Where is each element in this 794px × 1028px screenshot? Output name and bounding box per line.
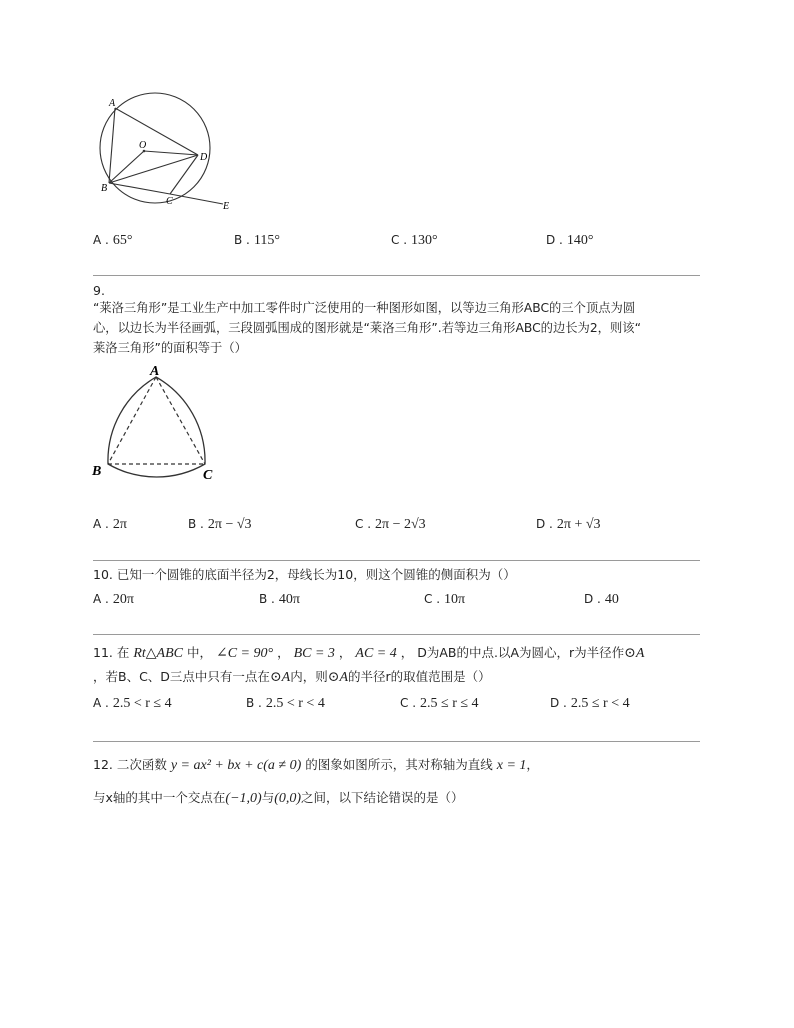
q8-option-c[interactable]: C . 130°: [391, 233, 438, 248]
q9-option-b[interactable]: B . 2π − √3: [188, 517, 252, 532]
q9-text-line-2: 心，以边长为半径画弧，三段圆弧围成的图形就是“莱洛三角形”.若等边三角形ABC的边长为2，则该“: [93, 321, 641, 335]
reuleaux-triangle-figure: [88, 362, 228, 486]
q8-label-o: O: [139, 140, 147, 151]
q12-axis: x = 1: [496, 758, 527, 773]
q11-line-2: ，若B、C、D三点中只有一点在⊙A内，则⊙A的半径r的取值范围是（）: [93, 669, 491, 685]
q11-ac: AC = 4: [355, 646, 397, 661]
q9-text-line-3: 莱洛三角形”的面积等于（）: [93, 341, 247, 355]
q9-option-d[interactable]: D . 2π + √3: [536, 517, 601, 532]
q11-option-b[interactable]: B . 2.5 < r < 4: [246, 696, 325, 711]
q11-rt-triangle: Rt△ABC: [133, 646, 183, 661]
q12-point-1: (−1,0): [225, 791, 262, 806]
q12-point-2: (0,0): [274, 791, 302, 806]
q11-bc: BC = 3: [293, 646, 335, 661]
q8-circle: [100, 93, 210, 203]
q8-label-a: A: [109, 98, 116, 109]
q9-label-b: B: [92, 464, 102, 479]
q8-circle-figure: [90, 92, 240, 214]
q9-label-a: A: [150, 364, 160, 379]
q12-line-1: 12. 二次函数 y = ax² + bx + c(a ≠ 0) 的图象如图所示，其对称轴为直线 x = 1，: [93, 757, 539, 773]
q10-option-c[interactable]: C . 10π: [424, 592, 466, 607]
q8-label-d: D: [200, 152, 208, 163]
divider: [93, 275, 700, 276]
q12-function: y = ax² + bx + c(a ≠ 0): [170, 758, 302, 773]
divider: [93, 741, 700, 742]
q10-option-a[interactable]: A . 20π: [93, 592, 134, 607]
q9-option-c[interactable]: C . 2π − 2√3: [355, 517, 426, 532]
reuleaux-arcs: [108, 377, 205, 477]
q9-label-c: C: [203, 468, 213, 483]
q9-number: 9.: [93, 283, 105, 298]
q8-label-e: E: [223, 201, 230, 212]
q11-option-d[interactable]: D . 2.5 ≤ r < 4: [550, 696, 630, 711]
q10-text: 10. 已知一个圆锥的底面半径为2，母线长为10，则这个圆锥的侧面积为（）: [93, 567, 516, 582]
q8-label-b: B: [101, 183, 108, 194]
q8-option-a[interactable]: A . 65°: [93, 233, 133, 248]
q9-text-line-1: “莱洛三角形”是工业生产中加工零件时广泛使用的一种图形如图，以等边三角形ABC的三个顶点为圆: [93, 301, 636, 315]
divider: [93, 560, 700, 561]
q9-option-a[interactable]: A . 2π: [93, 517, 127, 532]
q11-circle-a: ⊙A: [624, 646, 645, 661]
q11-line-1: 11. 在 Rt△ABC 中， ∠C = 90° ， BC = 3 ， AC = 4 ， D为AB的中点.以A为圆心，r为半径作⊙A: [93, 645, 645, 661]
q8-label-c: C: [166, 196, 173, 207]
q10-option-b[interactable]: B . 40π: [259, 592, 300, 607]
q11-option-a[interactable]: A . 2.5 < r ≤ 4: [93, 696, 172, 711]
q11-option-c[interactable]: C . 2.5 ≤ r ≤ 4: [400, 696, 479, 711]
q11-angle: ∠C = 90°: [215, 646, 274, 661]
q8-option-d[interactable]: D . 140°: [546, 233, 594, 248]
q10-option-d[interactable]: D . 40: [584, 592, 619, 607]
q12-line-2: 与x轴的其中一个交点在(−1,0)与(0,0)之间，以下结论错误的是（）: [93, 790, 464, 806]
q8-option-b[interactable]: B . 115°: [234, 233, 280, 248]
divider: [93, 634, 700, 635]
